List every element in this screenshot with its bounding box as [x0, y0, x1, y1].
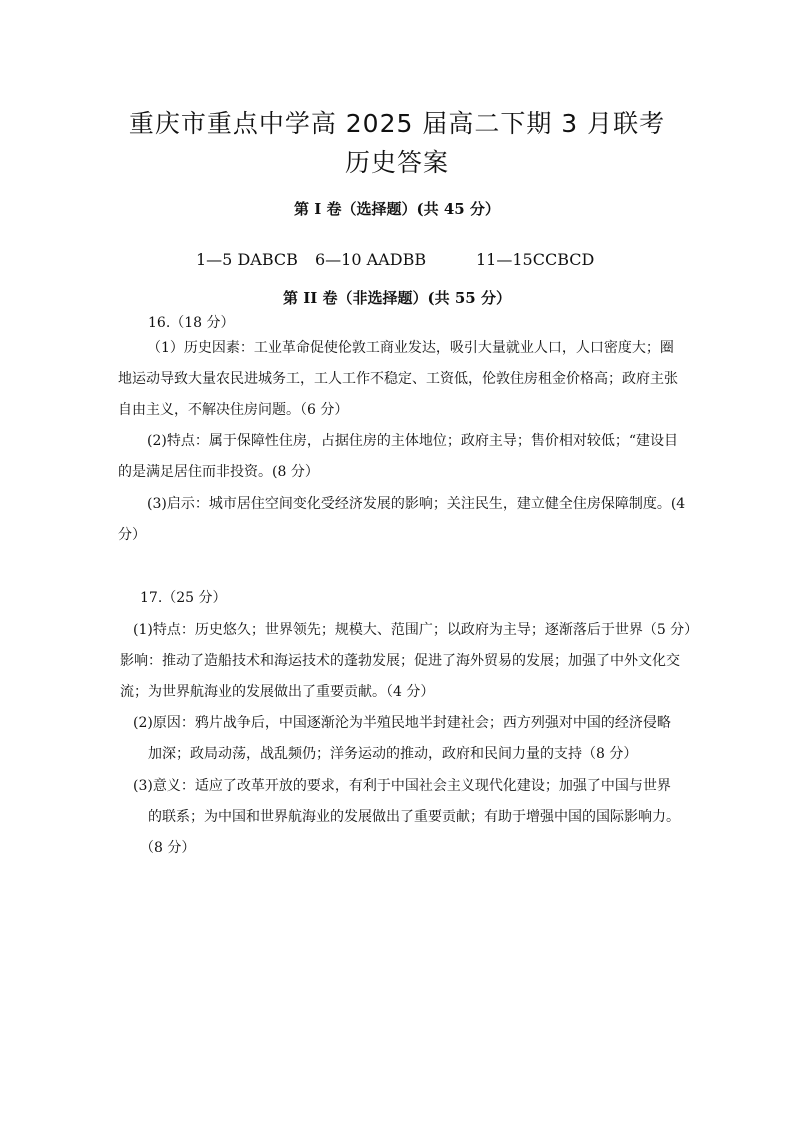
- q17-answer1-line1: (1)特点：历史悠久；世界领先；规模大、范围广；以政府为主导；逐渐落后于世界（5 分）: [133, 622, 699, 638]
- part2-heading: 第 II 卷（非选择题）(共 55 分）: [283, 289, 511, 307]
- mc-answers-11-15: 11—15CCBCD: [476, 250, 595, 269]
- q17-answer3-line1: (3)意义：适应了改革开放的要求，有利于中国社会主义现代化建设；加强了中国与世界: [133, 778, 671, 794]
- q17-answer3-line3: （8 分）: [140, 840, 196, 856]
- q17-answer1-line2: 影响：推动了造船技术和海运技术的蓬勃发展；促进了海外贸易的发展；加强了中外文化交: [120, 653, 680, 669]
- q17-answer3-line2: 的联系；为中国和世界航海业的发展做出了重要贡献；有助于增强中国的国际影响力。: [148, 809, 680, 825]
- document-subtitle: 历史答案: [344, 148, 449, 177]
- q16-header: 16.（18 分）: [148, 315, 235, 331]
- document-title: 重庆市重点中学高 2025 届高二下期 3 月联考: [128, 109, 666, 138]
- q16-answer1-line3: 自由主义，不解决住房问题。（6 分）: [118, 402, 349, 418]
- q16-answer1-line1: （1）历史因素：工业革命促使伦敦工商业发达，吸引大量就业人口，人口密度大；圈: [147, 340, 674, 356]
- q17-header: 17.（25 分）: [140, 590, 227, 606]
- q17-answer1-line3: 流；为世界航海业的发展做出了重要贡献。（4 分）: [120, 684, 435, 700]
- q16-answer2-line2: 的是满足居住而非投资。(8 分）: [118, 464, 319, 480]
- q16-answer1-line2: 地运动导致大量农民进城务工，工人工作不稳定、工资低，伦敦住房租金价格高；政府主张: [118, 371, 678, 387]
- q16-answer2-line1: (2)特点：属于保障性住房，占据住房的主体地位；政府主导；售价相对较低；“建设目: [147, 433, 678, 449]
- mc-answers-1-5: 1—5 DABCB: [196, 250, 298, 269]
- part1-heading: 第 I 卷（选择题）(共 45 分）: [294, 200, 500, 218]
- q16-answer3-line1: (3)启示：城市居住空间变化受经济发展的影响；关注民生，建立健全住房保障制度。(4: [147, 496, 686, 512]
- q17-answer2-line1: (2)原因：鸦片战争后，中国逐渐沦为半殖民地半封建社会；西方列强对中国的经济侵略: [133, 715, 671, 731]
- mc-answers-6-10: 6—10 AADBB: [315, 250, 427, 269]
- q16-answer3-line2: 分）: [118, 527, 146, 543]
- q17-answer2-line2: 加深；政局动荡，战乱频仍；洋务运动的推动，政府和民间力量的支持（8 分）: [148, 746, 638, 762]
